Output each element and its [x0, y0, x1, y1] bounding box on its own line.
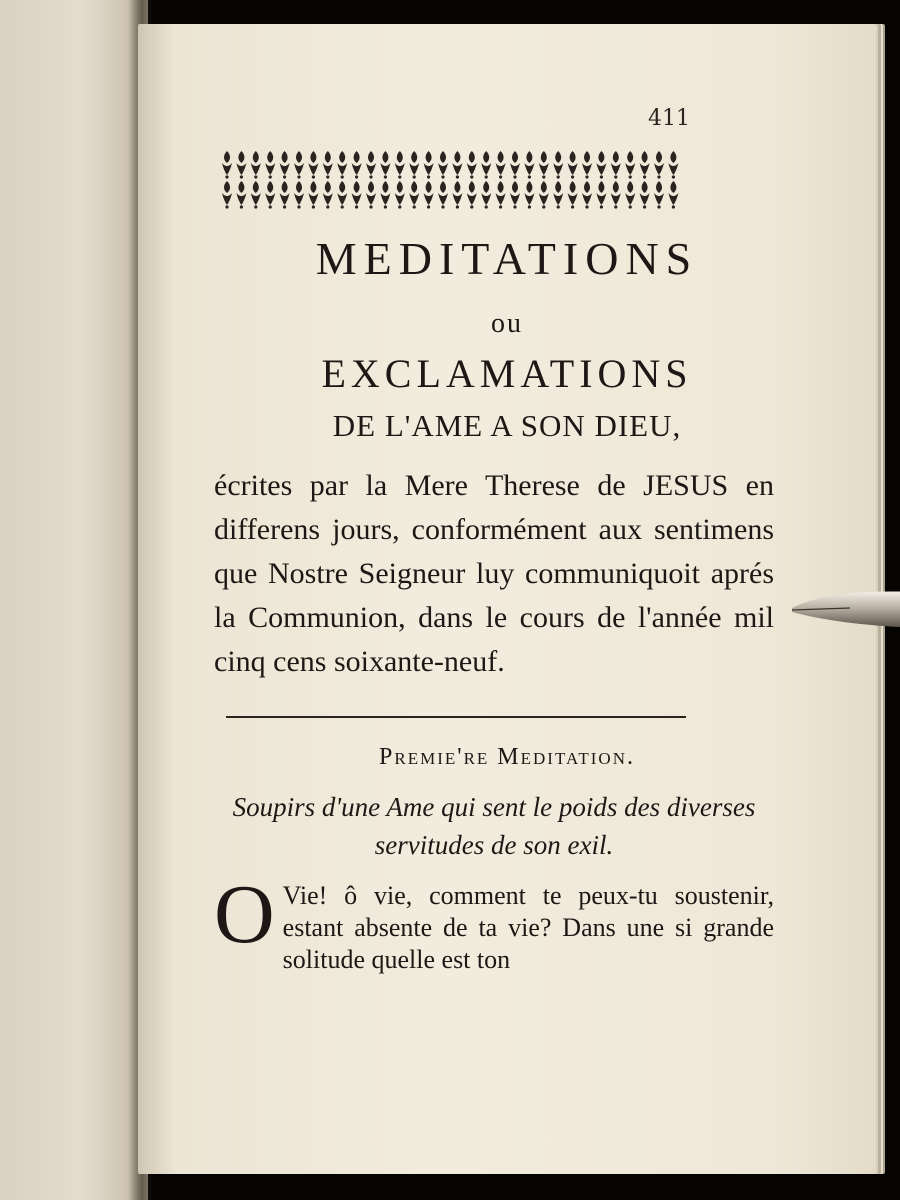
body-text	[214, 868, 774, 976]
title-de-lame: DE L'AME A SON DIEU,	[332, 408, 682, 443]
ornament-glyph	[625, 151, 635, 179]
ornament-glyph	[568, 181, 578, 209]
ornament-glyph	[539, 181, 549, 209]
ornament-glyph	[668, 181, 678, 209]
title-meditations: MEDITATIONS	[315, 233, 699, 284]
ornament-glyph	[294, 151, 304, 179]
ornament-glyph	[496, 151, 506, 179]
drop-cap: O	[214, 868, 275, 961]
ornament-glyph	[366, 181, 376, 209]
ornament-glyph	[611, 181, 621, 209]
ornament-glyph	[496, 181, 506, 209]
title-description: écrites par la Mere Therese de JESUS en differens jours, conformément aux sentimens que Nostre Seigneur luy communiquoit aprés la Communion, dans le cours de l'année mil cinq cens soixante-neuf.	[214, 469, 774, 678]
ornament-glyph	[308, 151, 318, 179]
ornament-glyph	[582, 181, 592, 209]
ornament-glyph	[280, 181, 290, 209]
ornament-glyph	[553, 151, 563, 179]
ornament-glyph	[251, 181, 261, 209]
ornament-glyph	[524, 151, 534, 179]
ornament-glyph	[395, 151, 405, 179]
ornament-glyph	[222, 151, 232, 179]
right-page	[138, 24, 876, 1174]
ornament-glyph	[308, 181, 318, 209]
ornament-glyph	[539, 151, 549, 179]
section-subtitle: Soupirs d'une Ame qui sent le poids des diverses servitudes de son exil.	[232, 792, 756, 860]
ornament-glyph	[611, 151, 621, 179]
ornament-glyph	[452, 181, 462, 209]
ornament-glyph	[424, 151, 434, 179]
title-ou: ou	[491, 308, 523, 339]
page-number: 411	[648, 106, 690, 131]
ornament-glyph	[409, 181, 419, 209]
ornament-glyph	[510, 181, 520, 209]
ornament-glyph	[640, 181, 650, 209]
ornament-glyph	[467, 181, 477, 209]
ornament-glyph	[424, 181, 434, 209]
ornament-glyph	[668, 151, 678, 179]
section-heading: Premie're Meditation.	[379, 744, 635, 770]
ornament-glyph	[596, 151, 606, 179]
ornament-glyph	[236, 151, 246, 179]
ornament-glyph	[380, 151, 390, 179]
ornament-glyph	[524, 181, 534, 209]
ornament-glyph	[481, 151, 491, 179]
ornament-glyph	[625, 181, 635, 209]
ornament-border	[220, 149, 686, 209]
ornament-glyph	[467, 151, 477, 179]
ornament-glyph	[582, 151, 592, 179]
ornament-glyph	[236, 181, 246, 209]
left-page	[0, 0, 148, 1200]
ornament-glyph	[654, 151, 664, 179]
body-paragraph: Vie! ô vie, comment te peux-tu soustenir, estant absente de ta vie? Dans une si grande solitude quelle est ton	[282, 881, 774, 974]
ornament-glyph	[438, 181, 448, 209]
ornament-glyph	[553, 181, 563, 209]
ornament-glyph	[265, 151, 275, 179]
ornament-glyph	[481, 181, 491, 209]
ornament-glyph	[452, 151, 462, 179]
ornament-glyph	[352, 151, 362, 179]
ornament-glyph	[323, 181, 333, 209]
ornament-glyph	[280, 151, 290, 179]
ornament-glyph	[265, 181, 275, 209]
ornament-glyph	[510, 151, 520, 179]
ornament-glyph	[337, 151, 347, 179]
ornament-glyph	[596, 181, 606, 209]
ornament-glyph	[380, 181, 390, 209]
ornament-glyph	[438, 151, 448, 179]
ornament-glyph	[640, 151, 650, 179]
ornament-glyph	[366, 151, 376, 179]
pen-nib	[790, 586, 900, 636]
title-exclamations: EXCLAMATIONS	[321, 351, 693, 396]
ornament-glyph	[409, 151, 419, 179]
ornament-glyph	[251, 151, 261, 179]
ornament-glyph	[323, 151, 333, 179]
ornament-glyph	[654, 181, 664, 209]
ornament-glyph	[294, 181, 304, 209]
ornament-glyph	[352, 181, 362, 209]
section-rule	[226, 716, 686, 718]
ornament-glyph	[222, 181, 232, 209]
ornament-glyph	[568, 151, 578, 179]
ornament-glyph	[395, 181, 405, 209]
ornament-glyph	[337, 181, 347, 209]
